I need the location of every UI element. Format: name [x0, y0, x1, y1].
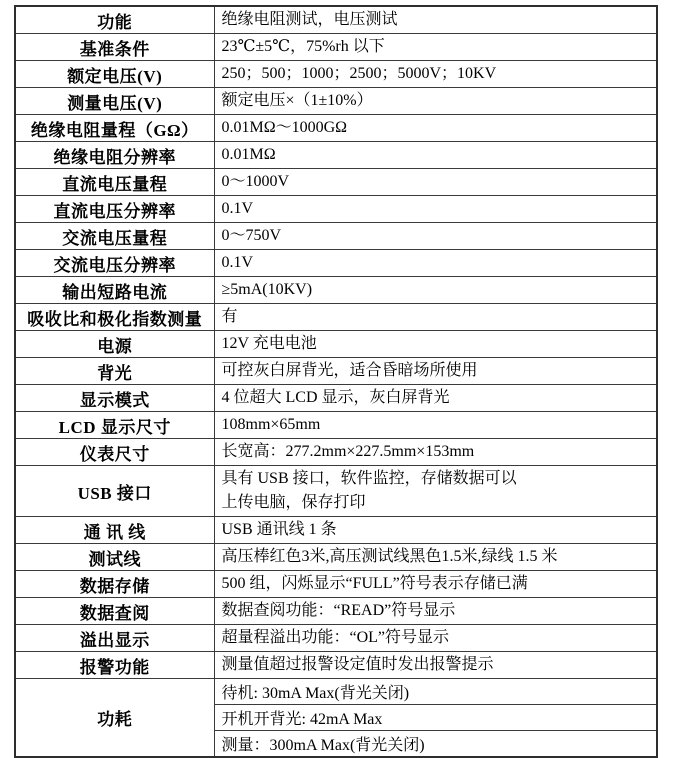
table-row — [15, 358, 657, 385]
value-line: 测量值超过报警设定值时发出报警提示 — [221, 656, 494, 673]
value-line: 0.1V — [221, 200, 254, 217]
value-line: 250；500；1000；2500；5000V；10KV — [221, 65, 497, 82]
spec-value-cell: 待机: 30mA Max(背光关闭) — [214, 679, 657, 705]
spec-label-cell: USB 接口 — [15, 466, 214, 517]
spec-label-cell: 功耗 — [15, 679, 214, 758]
value-line: 0.01MΩ～1000GΩ — [221, 119, 348, 136]
value-line: 上传电脑，保存打印 — [221, 494, 366, 511]
table-row — [15, 439, 657, 466]
table-row — [15, 88, 657, 115]
table-row — [15, 277, 657, 304]
value-line: 108mm×65mm — [221, 416, 321, 433]
spec-label-cell: 电源 — [15, 331, 214, 358]
spec-value-cell — [214, 571, 657, 598]
table-row — [15, 625, 657, 652]
value-line: 数据查阅功能：“READ”符号显示 — [221, 602, 456, 619]
spec-label-cell: 溢出显示 — [15, 625, 214, 652]
spec-label-cell: 功能 — [15, 6, 214, 34]
spec-label-cell: 测试线 — [15, 544, 214, 571]
spec-value-cell — [214, 196, 657, 223]
value-line: 0～1000V — [221, 173, 290, 190]
table-row — [15, 6, 657, 34]
table-row — [15, 385, 657, 412]
spec-label-cell: 背光 — [15, 358, 214, 385]
spec-label-cell: 交流电压量程 — [15, 223, 214, 250]
spec-label-cell: 仪表尺寸 — [15, 439, 214, 466]
spec-value-cell — [214, 439, 657, 466]
spec-label-cell: 交流电压分辨率 — [15, 250, 214, 277]
value-line: 0.01MΩ — [221, 146, 276, 163]
spec-value-cell — [214, 6, 657, 34]
table-row — [15, 331, 657, 358]
value-line: 4 位超大 LCD 显示，灰白屏背光 — [221, 389, 450, 406]
value-line: USB 通讯线 1 条 — [221, 521, 337, 538]
table-row — [15, 652, 657, 679]
table-row — [15, 544, 657, 571]
spec-value-cell — [214, 277, 657, 304]
spec-value-cell — [214, 625, 657, 652]
spec-value-cell — [214, 358, 657, 385]
value-line: ≥5mA(10KV) — [221, 281, 313, 298]
table-row — [15, 466, 657, 517]
table-row — [15, 679, 657, 705]
spec-value-cell — [214, 385, 657, 412]
spec-label-cell: 绝缘电阻分辨率 — [15, 142, 214, 169]
spec-label-cell: 显示模式 — [15, 385, 214, 412]
spec-value-cell — [214, 169, 657, 196]
spec-label-cell: 输出短路电流 — [15, 277, 214, 304]
value-line: 高压棒红色3米,高压测试线黑色1.5米,绿线 1.5 米 — [221, 548, 558, 565]
table-row — [15, 250, 657, 277]
spec-value-cell — [214, 223, 657, 250]
value-line: 0～750V — [221, 227, 282, 244]
value-line: 0.1V — [221, 254, 254, 271]
spec-table — [14, 5, 658, 758]
spec-label-cell: 测量电压(V) — [15, 88, 214, 115]
value-line: 绝缘电阻测试，电压测试 — [221, 11, 398, 28]
spec-label-cell: LCD 显示尺寸 — [15, 412, 214, 439]
spec-value-cell — [214, 88, 657, 115]
spec-value-cell — [214, 544, 657, 571]
table-row — [15, 115, 657, 142]
spec-value-cell: 开机开背光: 42mA Max — [214, 705, 657, 731]
value-line: 额定电压×（1±10%） — [221, 92, 373, 109]
spec-label-cell: 绝缘电阻量程（GΩ） — [15, 115, 214, 142]
spec-value-cell — [214, 517, 657, 544]
table-row — [15, 304, 657, 331]
spec-value-cell — [214, 115, 657, 142]
spec-value-cell — [214, 61, 657, 88]
spec-value-cell — [214, 598, 657, 625]
spec-value-cell — [214, 142, 657, 169]
value-line: 23℃±5℃，75%rh 以下 — [221, 38, 385, 55]
table-row — [15, 142, 657, 169]
spec-value-cell — [214, 652, 657, 679]
spec-label-cell: 报警功能 — [15, 652, 214, 679]
value-line: 超量程溢出功能：“OL”符号显示 — [221, 629, 450, 646]
spec-value-cell — [214, 250, 657, 277]
spec-value-cell: 测量：300mA Max(背光关闭) — [214, 731, 657, 758]
value-line: 有 — [221, 308, 238, 325]
spec-value-cell — [214, 34, 657, 61]
spec-label-cell: 通 讯 线 — [15, 517, 214, 544]
spec-value-cell — [214, 331, 657, 358]
value-line: 可控灰白屏背光，适合昏暗场所使用 — [221, 362, 478, 379]
table-row — [15, 571, 657, 598]
table-row — [15, 223, 657, 250]
spec-label-cell: 直流电压分辨率 — [15, 196, 214, 223]
spec-label-cell: 基准条件 — [15, 34, 214, 61]
spec-label-cell: 直流电压量程 — [15, 169, 214, 196]
spec-table-body — [15, 6, 657, 757]
spec-value-cell — [214, 304, 657, 331]
spec-label-cell: 数据存储 — [15, 571, 214, 598]
value-line: 12V 充电电池 — [221, 335, 317, 352]
table-row — [15, 412, 657, 439]
spec-value-cell — [214, 466, 657, 517]
value-line: 长宽高：277.2mm×227.5mm×153mm — [221, 443, 475, 460]
value-line: 具有 USB 接口，软件监控，存储数据可以 — [221, 470, 517, 487]
spec-value-cell — [214, 412, 657, 439]
table-row — [15, 61, 657, 88]
table-row — [15, 598, 657, 625]
spec-label-cell: 吸收比和极化指数测量 — [15, 304, 214, 331]
spec-label-cell: 额定电压(V) — [15, 61, 214, 88]
value-line: 500 组，闪烁显示“FULL”符号表示存储已满 — [221, 575, 528, 592]
spec-label-cell: 数据查阅 — [15, 598, 214, 625]
table-row — [15, 169, 657, 196]
table-row — [15, 196, 657, 223]
table-row — [15, 34, 657, 61]
table-row — [15, 517, 657, 544]
